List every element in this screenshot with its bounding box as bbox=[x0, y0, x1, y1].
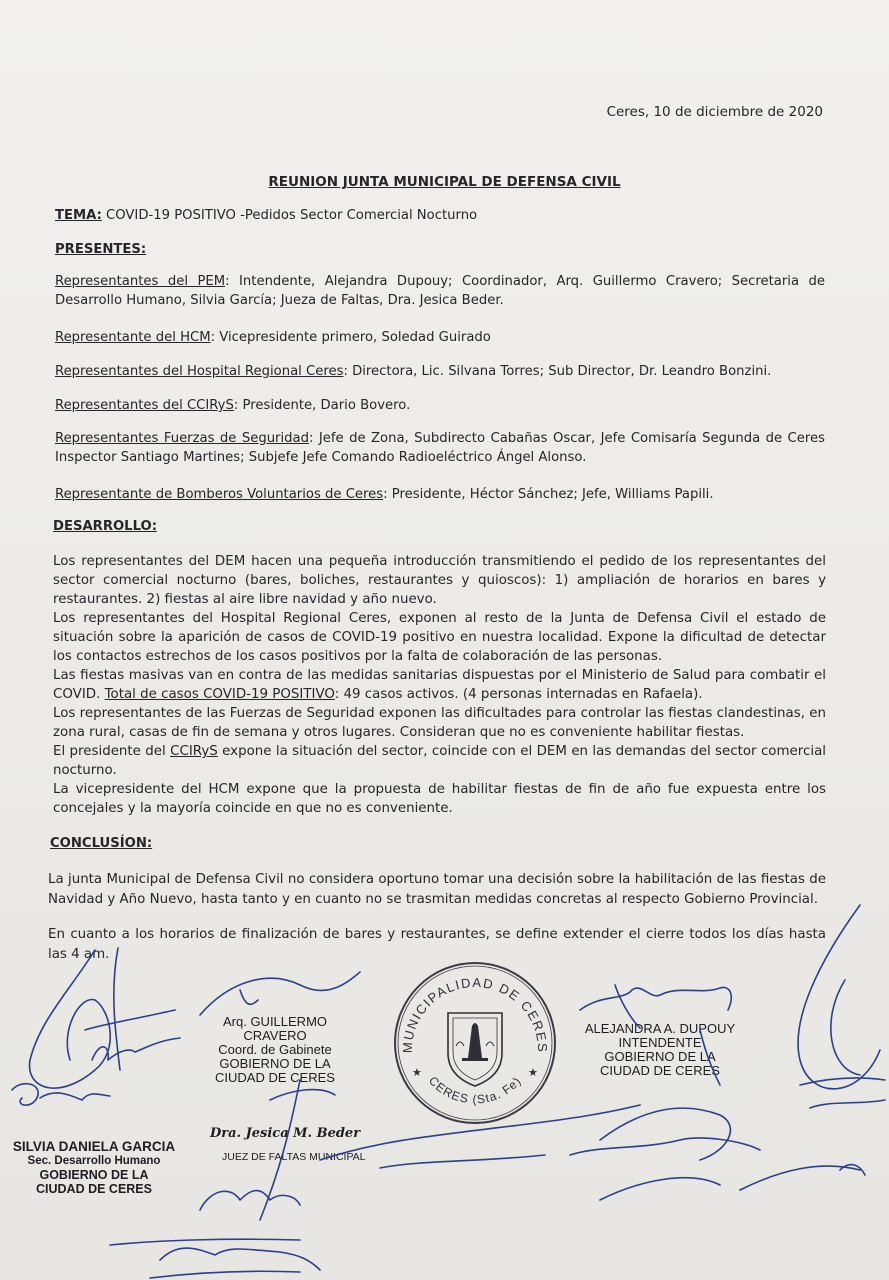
document-date: Ceres, 10 de diciembre de 2020 bbox=[606, 104, 823, 120]
presentes-text: : Jefe de Zona, Subdirecto Cabañas Oscar, Jefe Comisaría Segunda de Ceres Inspector Santiago Martines; Subjefe Jefe Comando Radioeléctrico Ángel Alonso. bbox=[55, 431, 825, 465]
presentes-item bbox=[55, 485, 825, 504]
conclusion-paragraph: La junta Municipal de Defensa Civil no considera oportuno tomar una decisión sobre la habilitación de las fiestas de Navidad y Año Nuevo, hasta tanto y en cuanto no se trasmitan medidas concretas al respecto Gobierno Provincial. bbox=[48, 872, 826, 907]
signer-title: JUEZ DE FALTAS MUNICIPAL bbox=[222, 1151, 366, 1163]
presentes-heading: PRESENTES: bbox=[55, 242, 147, 257]
signature-block-cravero bbox=[190, 1015, 360, 1085]
signer-name: Arq. GUILLERMO CRAVERO bbox=[222, 1014, 328, 1043]
signer-title: INTENDENTE bbox=[618, 1035, 702, 1050]
desarrollo-paragraph: Los representantes del DEM hacen una pequeña introducción transmitiendo el pedido de los representantes del sector comercial nocturno (bares, boliches, restaurantes y quioscos): 1) ampliación de horarios en bares y restaurantes. 2) fiestas al aire libre navidad y año nuevo. bbox=[53, 554, 826, 607]
presentes-item bbox=[55, 362, 825, 381]
presentes-label: Representantes del Hospital Regional Ceres bbox=[55, 364, 344, 379]
signer-title: Coord. de Gabinete bbox=[218, 1042, 332, 1057]
desarrollo-paragraph: Los representantes del Hospital Regional Ceres, exponen al resto de la Junta de Defensa Civil el estado de situación sobre la aparición de casos de COVID-19 positivo en nuestra localidad. Expone la dificultad de detectar los contactos estrechos de los casos positivos por la falta de colaboración de las personas. bbox=[53, 611, 826, 664]
tema-text: COVID-19 POSITIVO -Pedidos Sector Comercial Nocturno bbox=[101, 208, 478, 223]
signer-name: ALEJANDRA A. DUPOUY bbox=[584, 1021, 736, 1036]
tema-line bbox=[55, 206, 825, 225]
presentes-text: : Directora, Lic. Silvana Torres; Sub Director, Dr. Leandro Bonzini. bbox=[343, 364, 772, 379]
svg-text:CERES (Sta. Fe) bbox=[426, 1074, 524, 1107]
signature-block-dupouy bbox=[575, 1022, 745, 1078]
presentes-item bbox=[55, 328, 825, 347]
municipal-seal-icon bbox=[390, 958, 560, 1128]
presentes-label: Representante de Bomberos Voluntarios de Ceres bbox=[55, 487, 384, 502]
signer-org: CIUDAD DE CERES bbox=[36, 1182, 152, 1196]
presentes-item bbox=[55, 429, 825, 467]
covid-total-label: Total de casos COVID-19 POSITIVO bbox=[104, 687, 335, 702]
svg-text:★: ★ bbox=[528, 1066, 538, 1079]
desarrollo-body bbox=[53, 552, 826, 818]
desarrollo-text: El presidente del bbox=[53, 744, 171, 759]
desarrollo-text: : 49 casos activos. (4 personas internadas en Rafaela). bbox=[334, 687, 703, 702]
ccirys-label: CCIRyS bbox=[170, 744, 218, 759]
seal-bottom-text: CERES (Sta. Fe) bbox=[425, 1073, 525, 1107]
presentes-text: : Vicepresidente primero, Soledad Guirado bbox=[210, 330, 491, 345]
presentes-label: Representantes Fuerzas de Seguridad bbox=[55, 431, 309, 446]
desarrollo-heading: DESARROLLO: bbox=[53, 519, 157, 534]
desarrollo-paragraph bbox=[53, 666, 826, 704]
desarrollo-paragraph: La vicepresidente del HCM expone que la propuesta de habilitar fiestas de fin de año fue expuesta entre los concejales y la mayoría coincide en que no es conveniente. bbox=[53, 782, 826, 816]
signer-name: SILVIA DANIELA GARCIA bbox=[12, 1139, 176, 1154]
signer-name: Dra. Jesica M. Beder bbox=[210, 1126, 361, 1141]
seal-top-text: MUNICIPALIDAD DE CERES bbox=[399, 974, 551, 1054]
document-title: REUNION JUNTA MUNICIPAL DE DEFENSA CIVIL bbox=[268, 174, 621, 190]
desarrollo-text: expone la situación del sector, coincide con el DEM en las demandas del sector comercial nocturno. bbox=[53, 744, 826, 778]
presentes-item bbox=[55, 272, 825, 310]
signer-org: GOBIERNO DE LA bbox=[39, 1168, 149, 1182]
desarrollo-text: Las fiestas masivas van en contra de las medidas sanitarias dispuestas por el Ministerio de Salud para combatir el COVID. bbox=[53, 668, 826, 702]
presentes-text: : Presidente, Héctor Sánchez; Jefe, Williams Papili. bbox=[383, 487, 714, 502]
presentes-label: Representante del HCM bbox=[55, 330, 211, 345]
desarrollo-paragraph bbox=[53, 742, 826, 780]
presentes-text: : Intendente, Alejandra Dupouy; Coordinador, Arq. Guillermo Cravero; Secretaria de Desarrollo Humano, Silvia García; Jueza de Faltas, Dra. Jesica Beder. bbox=[55, 274, 825, 308]
conclusion-heading: CONCLUSÍON: bbox=[50, 836, 153, 851]
signature-block-garcia bbox=[4, 1140, 184, 1196]
signer-title: Sec. Desarrollo Humano bbox=[27, 1155, 161, 1167]
signer-org: CIUDAD DE CERES bbox=[215, 1070, 335, 1085]
conclusion-paragraph: En cuanto a los horarios de finalización de bares y restaurantes, se define extender el cierre todos los días hasta las 4 am. bbox=[48, 927, 826, 962]
svg-text:MUNICIPALIDAD DE CERES bbox=[400, 975, 550, 1054]
signature-block-beder bbox=[210, 1127, 380, 1164]
presentes-label: Representantes del PEM bbox=[55, 274, 226, 289]
presentes-label: Representantes del CCIRyS bbox=[55, 398, 234, 413]
signer-org: GOBIERNO DE LA bbox=[604, 1049, 716, 1064]
desarrollo-paragraph: Los representantes de las Fuerzas de Seguridad exponen las dificultades para controlar las fiestas clandestinas, en zona rural, casas de fin de semana y otros lugares. Consideran que no es conveniente habilitar fiestas. bbox=[53, 706, 826, 740]
presentes-item bbox=[55, 396, 825, 415]
tema-label: TEMA: bbox=[55, 208, 102, 223]
signer-org: CIUDAD DE CERES bbox=[600, 1063, 720, 1078]
signer-org: GOBIERNO DE LA bbox=[219, 1056, 331, 1071]
svg-text:★: ★ bbox=[412, 1066, 422, 1079]
presentes-text: : Presidente, Dario Bovero. bbox=[233, 398, 411, 413]
